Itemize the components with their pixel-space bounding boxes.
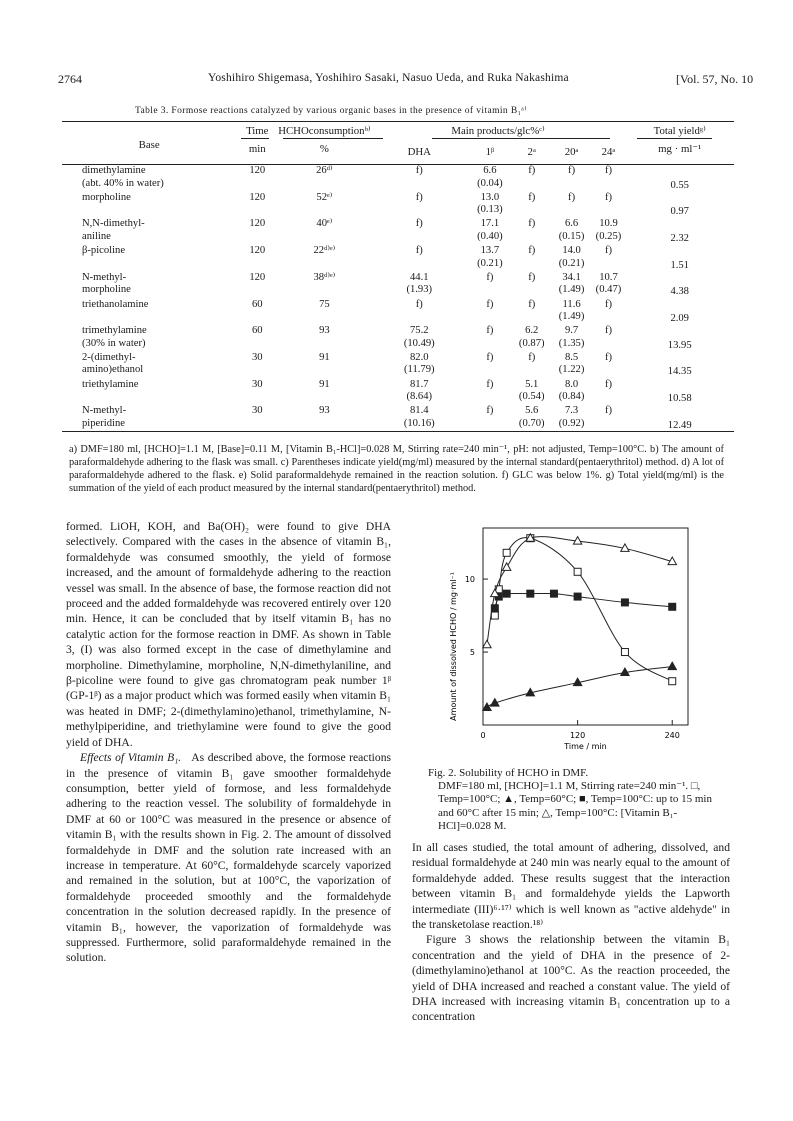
cell-p24: f) [604,405,612,417]
cell-empty [625,218,734,231]
cell-empty [625,272,734,285]
series-line-open-triangle [487,537,672,645]
cell-p1: 13.7 [480,245,500,257]
data-point-filled-square [574,593,581,600]
cell-empty [236,418,278,432]
cell-base1: trimethylamine [82,325,147,337]
table-row-continuation [62,311,734,325]
figure-caption-title: Fig. 2. Solubility of HCHO in DMF. [428,767,589,779]
col-header-hcho: HCHOconsumptionᵇ⁾ [278,125,371,137]
cell-p24: f) [604,165,612,176]
cell-base1: β-picoline [82,245,126,257]
cell-p1: f) [486,271,494,283]
cell-time: 30 [251,405,263,417]
data-table [62,122,734,432]
cell-p2b [512,311,552,325]
cell-base1: N,N-dimethyl- [82,218,145,230]
cell-p20: 8.0 [564,378,579,390]
cell-base2: aniline [82,230,111,242]
cell-p24: f) [604,351,612,363]
cell-dha: f) [415,191,423,203]
cell-empty [278,364,370,378]
cell-time: 60 [251,325,263,337]
cell-p2b [512,204,552,218]
cell-time: 120 [249,191,266,203]
cell-time: 30 [251,351,263,363]
cell-p2b: (0.87) [518,337,545,349]
y-tick-label: 10 [464,575,475,585]
cell-p1b: (0.04) [477,177,503,189]
cell-p24: f) [604,298,612,310]
cell-p20: f) [568,191,576,203]
cell-total: 2.09 [670,313,689,325]
cell-base2 [62,311,236,325]
table-row-continuation [62,391,734,405]
cell-dha: f) [415,218,423,230]
cell-base2: amino)ethanol [82,364,144,376]
data-point-filled-triangle [668,662,676,670]
cell-p1b [468,284,512,298]
cell-total: 1.51 [670,259,689,271]
cell-p20b [552,178,592,192]
cell-total: 13.95 [667,339,692,351]
table-row-continuation [62,338,734,352]
data-point-filled-square [550,590,557,597]
y-tick-label: 5 [469,648,475,658]
table-row [62,165,734,178]
cell-p1b: (0.21) [477,257,503,269]
cell-p20: f) [568,165,576,176]
cell-dha2: (1.93) [406,284,433,296]
right-paragraph-2: Figure 3 shows the relationship between the vitamin B₁ concentration and the yield of DHA in the presence of 2-(dimethylamino)ethanol at 100°C. As the reaction proceeded, the yield of DHA increased and reached a constant value. The yield of DHA increased with increasing vitamin B₁ concentration up to a concentration [412,933,730,1024]
figure-2-chart [440,520,702,760]
cell-dha2: (10.16) [403,417,435,429]
table-row [62,405,734,418]
table-row [62,272,734,285]
cell-base1: N-methyl- [82,405,127,417]
cell-p1b: (0.13) [477,204,503,216]
cell-p24b [592,204,626,218]
cell-p1b [468,311,512,325]
col-header-p1: 1ᵝ [485,146,495,158]
data-point-filled-square [669,603,676,610]
col-header-main-products: Main products/glc%ᶜ⁾ [451,125,545,137]
cell-p20: 6.6 [564,218,579,230]
cell-dha2 [371,311,468,325]
cell-p24b [592,391,626,405]
cell-base1: dimethylamine [82,165,146,176]
cell-hcho: 91 [319,378,330,390]
cell-p24b [592,178,626,192]
cell-p1b: (0.40) [477,230,503,242]
table-row [62,299,734,312]
data-point-filled-square [503,590,510,597]
cell-p2b: (0.70) [518,417,545,429]
cell-p2: f) [528,271,536,283]
cell-p20b [552,204,592,218]
col-unit-time: min [248,143,266,155]
cell-p2: 5.1 [525,378,539,390]
cell-dha2 [371,258,468,272]
cell-p24b [592,364,626,378]
cell-dha: f) [415,245,423,257]
table-row-continuation [62,231,734,245]
cell-empty [236,338,278,352]
cell-p24: 10.9 [599,218,618,230]
cell-empty [236,258,278,272]
cell-hcho: 38ᵈ⁾ᵉ⁾ [313,271,336,283]
cell-empty [278,178,370,192]
cell-empty [278,338,370,352]
series-line-filled-triangle [487,667,672,708]
cell-p20: 9.7 [564,325,579,337]
cell-p2b [512,364,552,378]
cell-p1: 17.1 [480,218,500,230]
cell-p2b [512,284,552,298]
cell-base1: triethylamine [82,378,139,390]
y-axis-label: Amount of dissolved HCHO / mg·ml⁻¹ [449,572,458,721]
table-footnotes: a) DMF=180 ml, [HCHO]=1.1 M, [Base]=0.11 M, [Vitamin B₁-HCl]=0.028 M, Stirring rate=240 min⁻¹, pH: not adjusted, Temp=100°C. b) The amount of paraformaldehyde adhering to the flask was small. c) Parentheses indicate yield(mg/ml) measured by the internal standard(pentaerythritol) method. d) A lot of paraformaldehyde adhered to the flask. e) Solid paraformaldehyde remained in the reaction solution. f) GLC was below 1%. g) Total yield(mg/ml) is the summation of the yield of each product measured by the internal standard(pentaerythritol) method. [69,444,724,494]
x-axis-label: Time / min [564,742,607,751]
series-line-filled-square [495,593,672,608]
table-row-continuation [62,418,734,432]
cell-dha2: (11.79) [404,364,435,376]
cell-p2: f) [528,245,536,257]
cell-total: 0.55 [670,179,689,191]
right-paragraph-1: In all cases studied, the total amount of adhering, dissolved, and residual formaldehyde at 240 min was nearly equal to the amount of formaldehyde added. These results suggest that the interaction between vitamin B₁ and formaldehyde yields the Lapworth intermediate (III)⁶·¹⁷⁾ which is well known as "active aldehyde" in the transketolase reaction.¹⁸⁾ [412,841,730,932]
cell-empty [278,391,370,405]
cell-base1: 2-(dimethyl- [82,351,136,363]
cell-p24: f) [604,245,612,257]
cell-empty [278,284,370,298]
cell-p20: 14.0 [562,245,581,257]
cell-p24: f) [604,378,612,390]
cell-p20b: (1.49) [558,284,585,296]
col-header-total: Total yieldᵍ⁾ [653,125,706,137]
cell-dha2: (8.64) [406,391,433,403]
cell-empty [278,311,370,325]
cell-p1: 6.6 [483,165,497,176]
cell-empty [625,192,734,205]
cell-hcho: 93 [319,325,330,337]
cell-p2b [512,258,552,272]
data-point-open-square [621,649,628,656]
right-column [412,840,730,1025]
cell-time: 120 [249,271,266,283]
cell-p1: f) [486,405,494,417]
col-unit-hcho: % [319,143,329,155]
running-header-authors: Yoshihiro Shigemasa, Yoshihiro Sasaki, Nasuo Ueda, and Ruka Nakashima [208,72,569,84]
cell-p20b: (0.84) [558,391,585,403]
data-point-open-square [491,612,498,619]
cell-p2b [512,231,552,245]
data-point-open-square [503,549,510,556]
table-row [62,379,734,392]
cell-p1: f) [486,298,494,310]
cell-hcho: 22ᵈ⁾ᵉ⁾ [313,245,336,257]
cell-empty [625,165,734,178]
table-row [62,325,734,338]
cell-dha2: (10.49) [403,337,435,349]
table-row-continuation [62,258,734,272]
cell-p20b: (0.21) [558,257,585,269]
figure-caption-body: DMF=180 ml, [HCHO]=1.1 M, Stirring rate=240 min⁻¹. □, Temp=100°C; ▲, Temp=60°C; ■, Temp=100°C: up to 15 min and 60°C after 15 min; △, Temp=100°C: [Vitamin B₁-HCl]=0.028 M. [438,780,712,832]
cell-dha: 44.1 [409,271,429,283]
cell-p20b: (0.15) [558,230,585,242]
cell-p2b [512,178,552,192]
cell-p20: 7.3 [564,405,579,417]
cell-p1: f) [486,325,494,337]
x-tick-label: 240 [664,731,680,740]
cell-p20b: (1.49) [558,311,585,323]
cell-empty [278,204,370,218]
table-row [62,218,734,231]
cell-dha: 82.0 [409,351,429,363]
cell-time: 30 [251,378,263,390]
cell-p24b: (0.25) [595,230,622,242]
cell-p1b [468,418,512,432]
cell-empty [236,204,278,218]
cell-empty [236,178,278,192]
cell-empty [278,258,370,272]
cell-empty [236,231,278,245]
cell-empty [236,391,278,405]
cell-p2: 5.6 [525,405,539,417]
cell-base2 [62,391,236,405]
figure-caption [428,767,728,833]
cell-time: 120 [249,245,266,257]
cell-empty [236,311,278,325]
cell-p20: 8.5 [564,351,579,363]
cell-p24: f) [604,325,612,337]
data-point-open-square [574,568,581,575]
x-tick-label: 120 [569,731,586,740]
cell-hcho: 26ᵈ⁾ [316,165,333,176]
cell-empty [236,364,278,378]
data-point-open-triangle [483,640,491,648]
cell-empty [625,405,734,418]
cell-p2: f) [528,351,536,363]
cell-p24: f) [604,191,612,203]
cell-p1b [468,364,512,378]
cell-p24b [592,311,626,325]
cell-empty [625,325,734,338]
cell-base2 [62,258,236,272]
left-column [66,519,391,966]
cell-total: 4.38 [670,286,689,298]
cell-base2 [62,204,236,218]
data-point-filled-square [621,599,628,606]
cell-total: 2.32 [670,232,689,244]
cell-total: 12.49 [667,419,692,431]
cell-empty [625,379,734,392]
cell-p20b: (1.22) [558,364,585,376]
data-point-open-square [669,678,676,685]
cell-base1: morpholine [82,191,131,203]
cell-p24b: (0.47) [595,284,622,296]
cell-empty [278,418,370,432]
cell-hcho: 52ᵉ⁾ [316,191,333,203]
col-unit-total: mg · ml⁻¹ [658,143,702,155]
col-header-dha: DHA [407,146,431,158]
cell-base2: piperidine [82,417,125,429]
cell-dha: f) [415,298,423,310]
cell-p20b: (0.92) [558,417,585,429]
cell-p1: f) [486,378,494,390]
table-row-continuation [62,364,734,378]
cell-total: 0.97 [670,206,689,218]
cell-time: 60 [251,298,263,310]
table-row-continuation [62,284,734,298]
cell-p1b [468,338,512,352]
cell-p20b: (1.35) [558,337,585,349]
cell-p1: f) [486,351,494,363]
left-paragraph-2: As described above, the formose reactions in the presence of vitamin B₁ gave smoother formaldehyde consumption, better yield of formose, and less formaldehyde adhering to the reaction vessel. The solubility of formaldehyde in DMF at 60 or 100°C was measured in the presence or absence of vitamin B₁ with the results shown in Fig. 2. The amount of dissolved formaldehyde in DMF and the solution rate increased with an increase in temperature. At 60°C, formaldehyde scarcely vaporized and remained in the solution, but at 100°C, the vaporization of formaldehyde proceeded smoothly and the formaldehyde concentration in the solution decreased rapidly. In the presence of vitamin B₁, however, the vaporization of formaldehyde was suppressed. Furthermore, solid paraformaldehyde remained in the solution. [66,751,392,965]
cell-base2: morpholine [82,284,131,296]
cell-dha: 75.2 [409,325,429,337]
cell-empty [625,352,734,365]
cell-p24b [592,418,626,432]
cell-p2: 6.2 [525,325,539,337]
series-line-open-square [495,538,672,682]
data-point-filled-square [527,590,534,597]
page-number: 2764 [58,72,82,86]
cell-empty [625,299,734,312]
table-row [62,192,734,205]
x-tick-label: 0 [480,731,486,740]
left-paragraph-1: formed. LiOH, KOH, and Ba(OH)₂ were found to give DHA selectively. Compared with the cases in the absence of vitamin B₁, formaldehyde was consumed smoothly, the yield of formose increased, and the amount of formaldehyde adhering to the reaction vessel was small. In the absence of base, the formose reaction did not proceed and the added formaldehyde was recovered entirely over 120 min. Hence, it can be concluded that by itself vitamin B₁ has no catalytic action for the formose reaction in DMF. As shown in Table 3, (I) was also formed except in the case of dimethylamine and morpholine. Dimethylamine, morpholine, N,N-dimethylaniline, and β-picoline were found to give gas chromatogram peak number 1ᵝ (GP-1ᵝ) as a major product which was formed easily when vitamin B₁ was heated in DMF; 2-(dimethylamino)ethanol, trimethylamine, N-methylpiperidine, and triethylamine were found to give the good yield of DHA. [66,520,391,749]
col-header-p20: 20ᵃ [564,146,579,158]
running-header-volume: [Vol. 57, No. 10 [676,72,754,86]
cell-p1b [468,391,512,405]
col-header-base: Base [138,139,160,152]
cell-p20: 11.6 [562,298,581,310]
cell-p2: f) [528,165,536,176]
cell-total: 10.58 [667,393,692,405]
data-point-open-triangle [502,563,510,571]
cell-dha: 81.7 [409,378,429,390]
table-row [62,245,734,258]
cell-p2: f) [528,298,536,310]
cell-empty [236,284,278,298]
cell-p24b [592,258,626,272]
cell-empty [278,231,370,245]
table-row [62,352,734,365]
cell-empty [625,245,734,258]
cell-base1: N-methyl- [82,271,127,283]
cell-p24: 10.7 [599,271,618,283]
cell-hcho: 40ᵉ⁾ [316,218,333,230]
table-row-continuation [62,178,734,192]
cell-p1: 13.0 [480,191,500,203]
cell-dha2 [371,178,468,192]
cell-base2: (abt. 40% in water) [82,177,164,189]
cell-p2: f) [528,218,536,230]
table-caption: Table 3. Formose reactions catalyzed by various organic bases in the presence of vitamin B₁ᵃ⁾ [135,106,528,116]
cell-base2: (30% in water) [82,337,146,349]
cell-p2b: (0.54) [518,391,545,403]
section-heading: Effects of Vitamin B₁. [80,751,182,765]
cell-dha2 [371,204,468,218]
cell-time: 120 [249,165,266,176]
cell-total: 14.35 [667,366,692,378]
cell-hcho: 75 [319,298,330,310]
cell-p20: 34.1 [562,271,581,283]
col-header-time: Time [246,125,269,137]
cell-hcho: 93 [319,405,330,417]
cell-p2: f) [528,191,536,203]
cell-dha2 [371,231,468,245]
data-point-filled-triangle [483,703,491,711]
cell-p24b [592,338,626,352]
table-row-continuation [62,204,734,218]
col-header-p2: 2ᵃ [527,146,536,158]
cell-dha: 81.4 [409,405,429,417]
cell-time: 120 [249,218,266,230]
col-header-p24: 24ᵃ [601,146,616,158]
cell-hcho: 91 [319,351,330,363]
cell-base1: triethanolamine [82,298,149,310]
cell-dha: f) [415,165,423,176]
